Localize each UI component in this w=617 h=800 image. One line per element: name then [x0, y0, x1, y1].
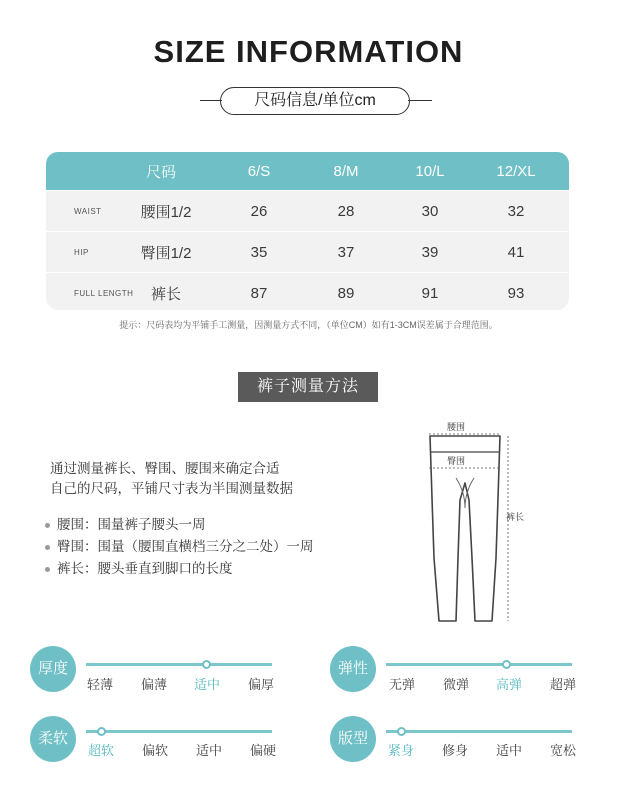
scale-option: 偏厚 [247, 677, 274, 692]
scale-track [86, 730, 272, 733]
scale-option-selected: 适中 [193, 677, 220, 692]
table-cell: 30 [421, 202, 439, 220]
row-en-label: WAIST [74, 206, 102, 216]
table-row [46, 272, 569, 310]
header-cell-xl: 12/XL [496, 162, 536, 180]
row-label: 腰围1/2 [140, 203, 192, 221]
header-cell-s: 6/S [247, 162, 271, 180]
figure-label-waist: 腰围 [447, 422, 466, 432]
header-cell-size: 尺码 [145, 163, 176, 181]
scale-option-selected: 紧身 [387, 743, 414, 758]
table-cell: 87 [250, 284, 268, 302]
scale-option: 适中 [495, 743, 522, 758]
bullet-dot-icon [45, 545, 50, 550]
attribute-badge-fit: 版型 [330, 716, 376, 762]
bullet-dot-icon [45, 523, 50, 528]
bullet-dot-icon [45, 567, 50, 572]
attribute-badge-thickness: 厚度 [30, 646, 76, 692]
table-row [46, 231, 569, 272]
intro-line: 通过测量裤长、臀围、腰围来确定合适 [50, 461, 280, 476]
scale-option: 无弹 [388, 677, 415, 692]
attribute-badge-elasticity: 弹性 [330, 646, 376, 692]
scale-marker [397, 727, 406, 736]
bullet-text: 臀围：围量（腰围直横档三分之二处）一周 [57, 539, 314, 554]
header-cell-m: 8/M [333, 162, 359, 180]
scale-option: 适中 [195, 743, 222, 758]
scale-option: 宽松 [549, 743, 576, 758]
bullet-text: 裤长：腰头垂直到脚口的长度 [57, 561, 233, 576]
scale-option: 偏薄 [140, 677, 167, 692]
table-cell: 93 [507, 284, 525, 302]
subtitle-pill: 尺码信息/单位cm [220, 87, 410, 115]
bullet-text: 腰围：围量裤子腰头一周 [57, 517, 206, 532]
table-cell: 41 [507, 243, 525, 261]
scale-option-selected: 高弹 [495, 677, 522, 692]
scale-option: 偏硬 [249, 743, 276, 758]
table-cell: 39 [421, 243, 439, 261]
scale-marker [502, 660, 511, 669]
row-en-label: FULL LENGTH [74, 288, 134, 298]
scale-option: 偏软 [141, 743, 168, 758]
table-cell: 28 [337, 202, 355, 220]
row-label: 裤长 [150, 285, 181, 303]
scale-option: 微弹 [442, 677, 469, 692]
scale-marker [202, 660, 211, 669]
scale-track [386, 730, 572, 733]
row-label: 臀围1/2 [140, 244, 192, 262]
subtitle-left-rule [200, 100, 222, 101]
row-en-label: HIP [74, 247, 89, 257]
subtitle-right-rule [408, 100, 432, 101]
header-cell-l: 10/L [415, 162, 445, 180]
table-cell: 35 [250, 243, 268, 261]
measure-intro [50, 459, 293, 499]
table-cell: 26 [250, 202, 268, 220]
attribute-badge-softness: 柔软 [30, 716, 76, 762]
intro-line: 自己的尺码，平铺尺寸表为半围测量数据 [50, 481, 293, 496]
scale-marker [97, 727, 106, 736]
scale-track [86, 663, 272, 666]
bullet-item [45, 557, 233, 577]
table-cell: 91 [421, 284, 439, 302]
page-title: SIZE INFORMATION [153, 34, 464, 69]
figure-label-hip: 臀围 [447, 456, 466, 466]
bullet-item [45, 513, 206, 533]
scale-option: 超弹 [549, 677, 576, 692]
table-cell: 32 [507, 202, 525, 220]
table-cell: 89 [337, 284, 355, 302]
measure-heading: 裤子测量方法 [238, 372, 378, 402]
size-note: 提示：尺码表均为平铺手工测量，因测量方式不同，（单位CM）如有1-3CM误差属于合理范围。 [119, 320, 498, 330]
scale-track [386, 663, 572, 666]
size-table [46, 152, 569, 310]
scale-option: 轻薄 [86, 677, 113, 692]
table-cell: 37 [337, 243, 355, 261]
scale-option-selected: 超软 [87, 743, 114, 758]
table-row [46, 190, 569, 231]
figure-label-length: 裤长 [506, 512, 525, 522]
size-table-header [46, 152, 569, 190]
scale-option: 修身 [441, 743, 468, 758]
bullet-item [45, 535, 314, 555]
